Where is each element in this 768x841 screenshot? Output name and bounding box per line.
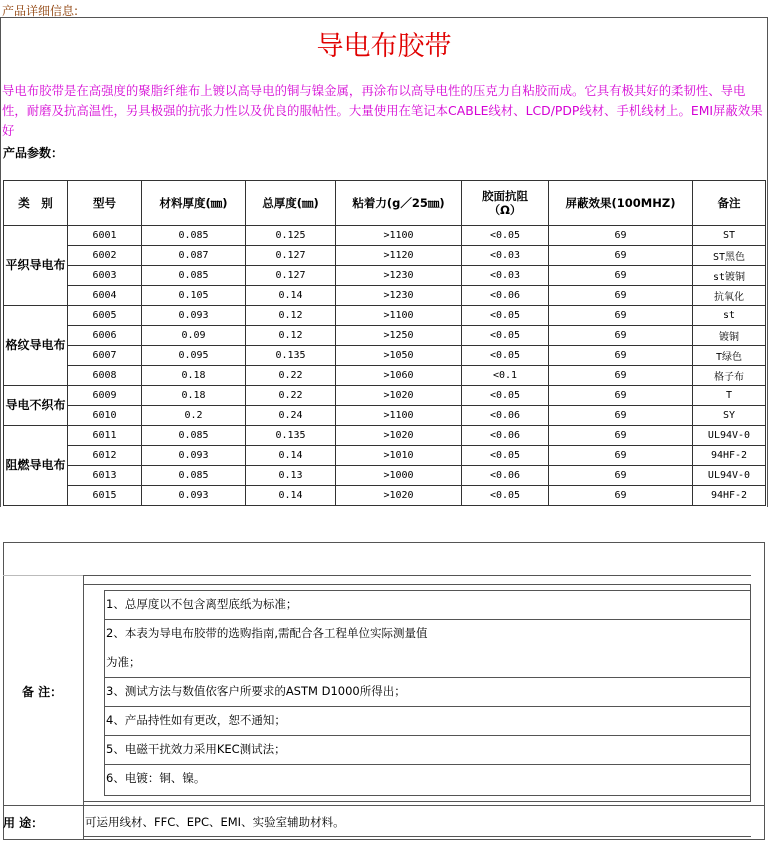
adhesion-cell: >1060 (336, 366, 462, 386)
resistance-cell: <0.05 (462, 346, 549, 366)
resistance-cell: <0.05 (462, 226, 549, 246)
spec-table (3, 180, 766, 506)
table-row (4, 266, 766, 286)
notes-inner-top-line (83, 575, 751, 576)
model-cell: 6010 (68, 406, 142, 426)
note-item: 1、总厚度以不包含离型底纸为标准； (106, 597, 298, 611)
model-cell: 6004 (68, 286, 142, 306)
material-cell: 0.2 (142, 406, 246, 426)
col-header-material: 材料厚度(㎜) (142, 181, 246, 226)
shielding-cell: 69 (549, 406, 693, 426)
table-row (4, 466, 766, 486)
material-cell: 0.093 (142, 486, 246, 506)
material-cell: 0.093 (142, 446, 246, 466)
resistance-cell: <0.06 (462, 406, 549, 426)
remark-cell: ST (693, 226, 766, 246)
adhesion-cell: >1050 (336, 346, 462, 366)
shielding-cell: 69 (549, 366, 693, 386)
material-cell: 0.085 (142, 426, 246, 446)
col-header-model: 型号 (68, 181, 142, 226)
shielding-cell: 69 (549, 286, 693, 306)
total-cell: 0.12 (246, 306, 336, 326)
resistance-cell: <0.05 (462, 386, 549, 406)
table-row (4, 226, 766, 246)
remark-cell: ST黑色 (693, 246, 766, 266)
model-cell: 6011 (68, 426, 142, 446)
note-item: 2、本表为导电布胶带的选购指南,需配合各工程单位实际测量值 (106, 626, 428, 640)
adhesion-cell: >1000 (336, 466, 462, 486)
resistance-cell: <0.05 (462, 326, 549, 346)
usage-inner-line (83, 836, 751, 837)
table-row (4, 486, 766, 506)
shielding-cell: 69 (549, 306, 693, 326)
shielding-cell: 69 (549, 226, 693, 246)
total-cell: 0.22 (246, 386, 336, 406)
table-row (4, 406, 766, 426)
material-cell: 0.085 (142, 226, 246, 246)
material-cell: 0.18 (142, 386, 246, 406)
resistance-cell: <0.05 (462, 446, 549, 466)
note-item: 5、电磁干扰效力采用KEC测试法； (106, 742, 286, 756)
material-cell: 0.085 (142, 266, 246, 286)
table-row (4, 366, 766, 386)
resistance-cell: <0.03 (462, 246, 549, 266)
adhesion-cell: >1230 (336, 286, 462, 306)
model-cell: 6007 (68, 346, 142, 366)
remark-cell: 94HF-2 (693, 446, 766, 466)
shielding-cell: 69 (549, 346, 693, 366)
shielding-cell: 69 (549, 326, 693, 346)
note-item: 4、产品持性如有更改，恕不通知； (106, 713, 286, 727)
resistance-cell: <0.06 (462, 286, 549, 306)
shielding-cell: 69 (549, 426, 693, 446)
table-row (4, 426, 766, 446)
remark-cell: 抗氧化 (693, 286, 766, 306)
material-cell: 0.09 (142, 326, 246, 346)
shielding-cell: 69 (549, 386, 693, 406)
adhesion-cell: >1010 (336, 446, 462, 466)
category-cell: 阻燃导电布 (4, 426, 68, 506)
notes-separator (3, 575, 83, 576)
adhesion-cell: >1020 (336, 386, 462, 406)
shielding-cell: 69 (549, 266, 693, 286)
adhesion-cell: >1020 (336, 426, 462, 446)
resistance-label: 胶面抗阻 (482, 189, 528, 203)
total-cell: 0.12 (246, 326, 336, 346)
col-header-total: 总厚度(㎜) (246, 181, 336, 226)
adhesion-cell: >1230 (336, 266, 462, 286)
table-row (4, 326, 766, 346)
model-cell: 6001 (68, 226, 142, 246)
model-cell: 6013 (68, 466, 142, 486)
total-cell: 0.14 (246, 486, 336, 506)
adhesion-cell: >1020 (336, 486, 462, 506)
remark-cell: SY (693, 406, 766, 426)
material-cell: 0.18 (142, 366, 246, 386)
total-cell: 0.13 (246, 466, 336, 486)
remark-cell: 94HF-2 (693, 486, 766, 506)
model-cell: 6012 (68, 446, 142, 466)
total-cell: 0.127 (246, 246, 336, 266)
page-title: 导电布胶带 (316, 31, 452, 62)
note-item: 为准； (106, 655, 141, 669)
adhesion-cell: >1100 (336, 406, 462, 426)
product-intro: 导电布胶带是在高强度的聚脂纤维布上镀以高导电的铜与镍金属，再涂布以高导电性的压克力自粘胶而成。它具有极其好的柔韧性、导电性，耐磨及抗高温性，另具极强的抗张力性以及优良的服帖性。大量使用在笔记本CABLE线材、LCD/PDP线材、手机线材上。EMI屏蔽效果好 (2, 83, 763, 138)
table-row (4, 286, 766, 306)
table-row (4, 306, 766, 326)
remark-cell: 格子布 (693, 366, 766, 386)
usage-label: 用 途： (3, 816, 44, 830)
resistance-cell: <0.06 (462, 466, 549, 486)
col-header-adhesion: 粘着力(g／25㎜) (336, 181, 462, 226)
resistance-cell: <0.06 (462, 426, 549, 446)
table-row (4, 386, 766, 406)
resistance-cell: <0.03 (462, 266, 549, 286)
model-cell: 6002 (68, 246, 142, 266)
material-cell: 0.093 (142, 306, 246, 326)
usage-divider (3, 805, 765, 806)
remark-cell: 镀铜 (693, 326, 766, 346)
material-cell: 0.095 (142, 346, 246, 366)
product-detail-label: 产品详细信息: (2, 4, 79, 18)
total-cell: 0.24 (246, 406, 336, 426)
resistance-cell: <0.05 (462, 306, 549, 326)
shielding-cell: 69 (549, 246, 693, 266)
total-cell: 0.22 (246, 366, 336, 386)
material-cell: 0.105 (142, 286, 246, 306)
remark-cell: T绿色 (693, 346, 766, 366)
total-cell: 0.135 (246, 426, 336, 446)
category-cell: 导电不织布 (4, 386, 68, 426)
total-cell: 0.127 (246, 266, 336, 286)
usage-text: 可运用线材、FFC、EPC、EMI、实验室辅助材料。 (85, 815, 345, 829)
remark-cell: T (693, 386, 766, 406)
adhesion-cell: >1250 (336, 326, 462, 346)
total-cell: 0.125 (246, 226, 336, 246)
table-row (4, 346, 766, 366)
table-header-row (4, 181, 766, 226)
adhesion-cell: >1120 (336, 246, 462, 266)
resistance-cell: <0.1 (462, 366, 549, 386)
model-cell: 6008 (68, 366, 142, 386)
material-cell: 0.087 (142, 246, 246, 266)
table-row (4, 246, 766, 266)
remark-cell: st (693, 306, 766, 326)
resistance-cell: <0.05 (462, 486, 549, 506)
model-cell: 6009 (68, 386, 142, 406)
shielding-cell: 69 (549, 466, 693, 486)
col-header-category: 类 别 (4, 181, 68, 226)
remark-cell: UL94V-0 (693, 426, 766, 446)
model-cell: 6006 (68, 326, 142, 346)
resistance-unit: （Ω） (488, 203, 522, 217)
remark-cell: UL94V-0 (693, 466, 766, 486)
category-cell: 格纹导电布 (4, 306, 68, 386)
note-item: 6、电镀：铜、镍。 (106, 771, 206, 785)
col-header-remark: 备注 (693, 181, 766, 226)
category-cell: 平织导电布 (4, 226, 68, 306)
notes-label: 备 注： (22, 685, 63, 699)
note-item: 3、测试方法与数值依客户所要求的ASTM D1000所得出； (106, 684, 406, 698)
total-cell: 0.14 (246, 446, 336, 466)
table-row (4, 446, 766, 466)
total-cell: 0.135 (246, 346, 336, 366)
shielding-cell: 69 (549, 486, 693, 506)
remark-cell: st镀铜 (693, 266, 766, 286)
adhesion-cell: >1100 (336, 306, 462, 326)
model-cell: 6003 (68, 266, 142, 286)
adhesion-cell: >1100 (336, 226, 462, 246)
col-header-shielding: 屏蔽效果(100MHZ) (549, 181, 693, 226)
shielding-cell: 69 (549, 446, 693, 466)
model-cell: 6015 (68, 486, 142, 506)
total-cell: 0.14 (246, 286, 336, 306)
col-header-resistance (462, 181, 549, 226)
material-cell: 0.085 (142, 466, 246, 486)
params-label: 产品参数： (3, 146, 64, 160)
model-cell: 6005 (68, 306, 142, 326)
